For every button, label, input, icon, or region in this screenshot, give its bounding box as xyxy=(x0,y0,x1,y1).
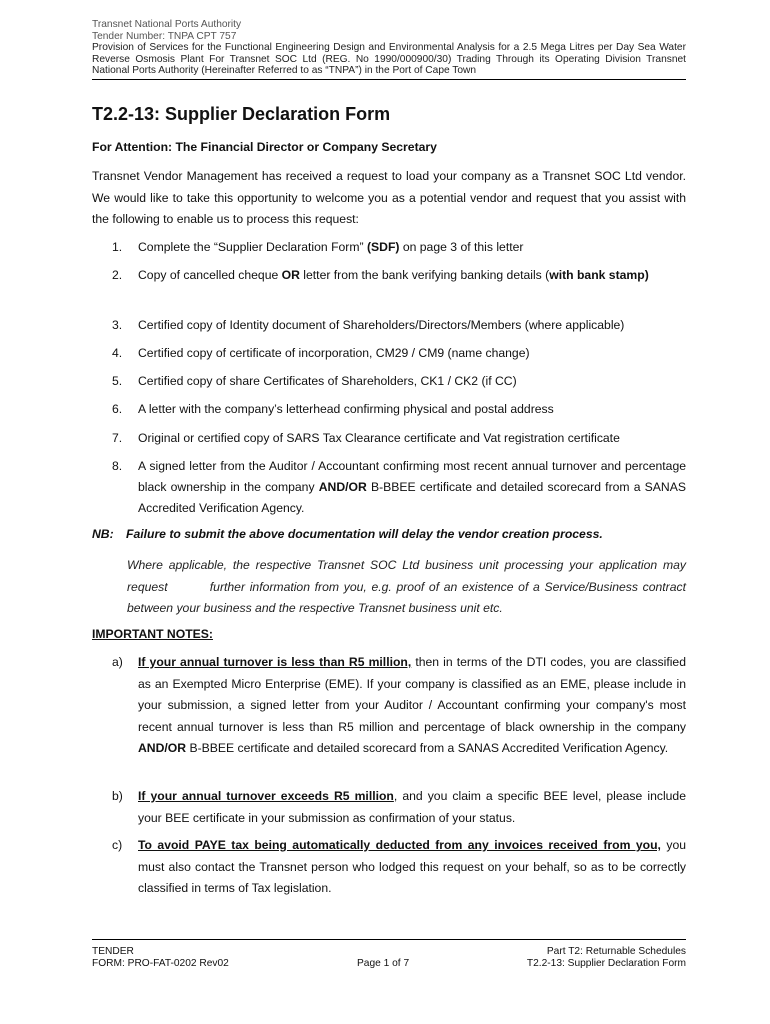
footer-right xyxy=(527,946,686,970)
list-item-text: Copy of cancelled cheque xyxy=(138,268,282,282)
attention-line: For Attention: The Financial Director or Company Secretary xyxy=(92,140,437,154)
note-lead: If your annual turnover exceeds R5 million xyxy=(138,789,394,803)
page-title: T2.2-13: Supplier Declaration Form xyxy=(92,104,391,124)
note-letter: b) xyxy=(112,789,123,803)
note-letter: c) xyxy=(112,838,123,852)
list-item-text: Certified copy of certificate of incorporation, CM29 / CM9 (name change) xyxy=(138,346,530,360)
list-item-text: Complete the “Supplier Declaration Form” xyxy=(138,240,367,254)
intro-paragraph: Transnet Vendor Management has received a request to load your company as a Transnet SOC Ltd vendor. We would like to take this opportunity to welcome you as a potential vendor and request that you assist with the following to enable us to process this request: xyxy=(92,169,686,226)
list-item-bold: with bank stamp) xyxy=(549,268,649,282)
note-item xyxy=(112,786,686,829)
list-item-number: 1. xyxy=(112,240,123,254)
list-item-number: 4. xyxy=(112,346,123,360)
list-item-number: 3. xyxy=(112,318,123,332)
note-item xyxy=(112,652,686,760)
list-item-text: B-BBEE certificate and detailed scorecard from a SANAS Accredited Verification Agency. xyxy=(138,480,686,515)
important-notes-heading: IMPORTANT NOTES: xyxy=(92,627,213,641)
header-org: Transnet National Ports Authority xyxy=(92,19,242,30)
list-item xyxy=(112,428,686,449)
header-divider xyxy=(92,79,686,80)
footer-page-number: Page 1 of 7 xyxy=(357,958,410,969)
list-item-bold: (SDF) xyxy=(366,240,400,254)
list-item-number: 5. xyxy=(112,374,123,388)
header-tender-number: Tender Number: TNPA CPT 757 xyxy=(92,30,237,42)
footer-form-number: FORM: PRO-FAT-0202 Rev02 xyxy=(92,958,229,969)
document-header xyxy=(92,19,686,77)
list-item xyxy=(112,456,686,519)
footer-left xyxy=(92,946,229,970)
note-lead: If your annual turnover is less than R5 million, xyxy=(138,655,412,669)
list-item xyxy=(112,399,686,420)
nb-paragraph-text: Where applicable, the respective Transnet SOC Ltd business unit processing your application may request xyxy=(127,558,686,594)
header-description-line-1: Provision of Services for the Functional Engineering Design and Environmental Analysis for a 2.5 Mega Litres per Day Sea Water xyxy=(92,42,686,54)
list-item xyxy=(112,237,686,258)
note-text: B-BBEE certificate and detailed scorecard from a SANAS Accredited Verification Agency. xyxy=(186,741,669,755)
footer-tender-label: TENDER xyxy=(92,946,134,957)
list-item-number: 6. xyxy=(112,402,123,416)
note-letter: a) xyxy=(112,655,123,669)
list-item-number: 8. xyxy=(112,459,123,473)
note-text: , and you claim a specific BEE level, please include your BEE certificate in your submission as confirmation of your status. xyxy=(138,789,686,825)
list-item xyxy=(112,343,686,364)
header-description-line-2: Reverse Osmosis Plant For Transnet SOC Ltd (REG. No 1990/000900/30) Trading Through its Operating Division Transnet xyxy=(92,53,686,65)
list-item-text: letter from the bank verifying banking details ( xyxy=(299,268,550,282)
list-item xyxy=(112,315,686,336)
list-item-text: A signed letter from the Auditor / Accountant confirming most recent annual turnover and percentage black ownership in the company xyxy=(138,459,686,494)
nb-warning xyxy=(92,527,603,541)
nb-paragraph xyxy=(127,555,686,620)
footer-part-label: Part T2: Returnable Schedules xyxy=(546,946,686,957)
list-item-text: on page 3 of this letter xyxy=(399,240,524,254)
list-item-bold: AND/OR xyxy=(318,480,367,494)
list-item-text: Original or certified copy of SARS Tax Clearance certificate and Vat registration certificate xyxy=(138,431,620,445)
list-item-bold: OR xyxy=(281,268,300,282)
footer-divider xyxy=(92,939,686,940)
note-text: you must also contact the Transnet person who lodged this request on your behalf, so as to be correctly classified in terms of Tax legislation. xyxy=(138,838,686,895)
list-item xyxy=(112,371,686,392)
note-text: then in terms of the DTI codes, you are classified as an Exempted Micro Enterprise (EME). If your company is classified as an EME, please include in your submission, a signed letter from your Auditor / Accountant confirming your company's most recent annual turnover is less than R5 million and percentage of black ownership in the company xyxy=(138,655,686,734)
note-bold: AND/OR xyxy=(138,741,187,755)
list-item-number: 2. xyxy=(112,268,123,282)
nb-paragraph-text: further information from you, e.g. proof of an existence of a Service/Business contract between your business and the respective Transnet business unit etc. xyxy=(127,579,686,615)
nb-text: Failure to submit the above documentation will delay the vendor creation process. xyxy=(126,527,603,541)
list-item-number: 7. xyxy=(112,431,123,445)
list-item-text: Certified copy of share Certificates of Shareholders, CK1 / CK2 (if CC) xyxy=(138,374,517,388)
note-lead: To avoid PAYE tax being automatically deducted from any invoices received from you, xyxy=(138,838,661,852)
nb-label: NB: xyxy=(92,527,114,541)
footer-form-title: T2.2-13: Supplier Declaration Form xyxy=(526,958,686,969)
header-description-line-3: National Ports Authority (Hereinafter Referred to as “TNPA”) in the Port of Cape Town xyxy=(92,65,477,77)
list-item-text: Certified copy of Identity document of Shareholders/Directors/Members (where applicable) xyxy=(138,318,625,332)
list-item-text: A letter with the company’s letterhead confirming physical and postal address xyxy=(138,402,554,416)
list-item xyxy=(112,265,686,286)
note-item xyxy=(112,835,686,900)
